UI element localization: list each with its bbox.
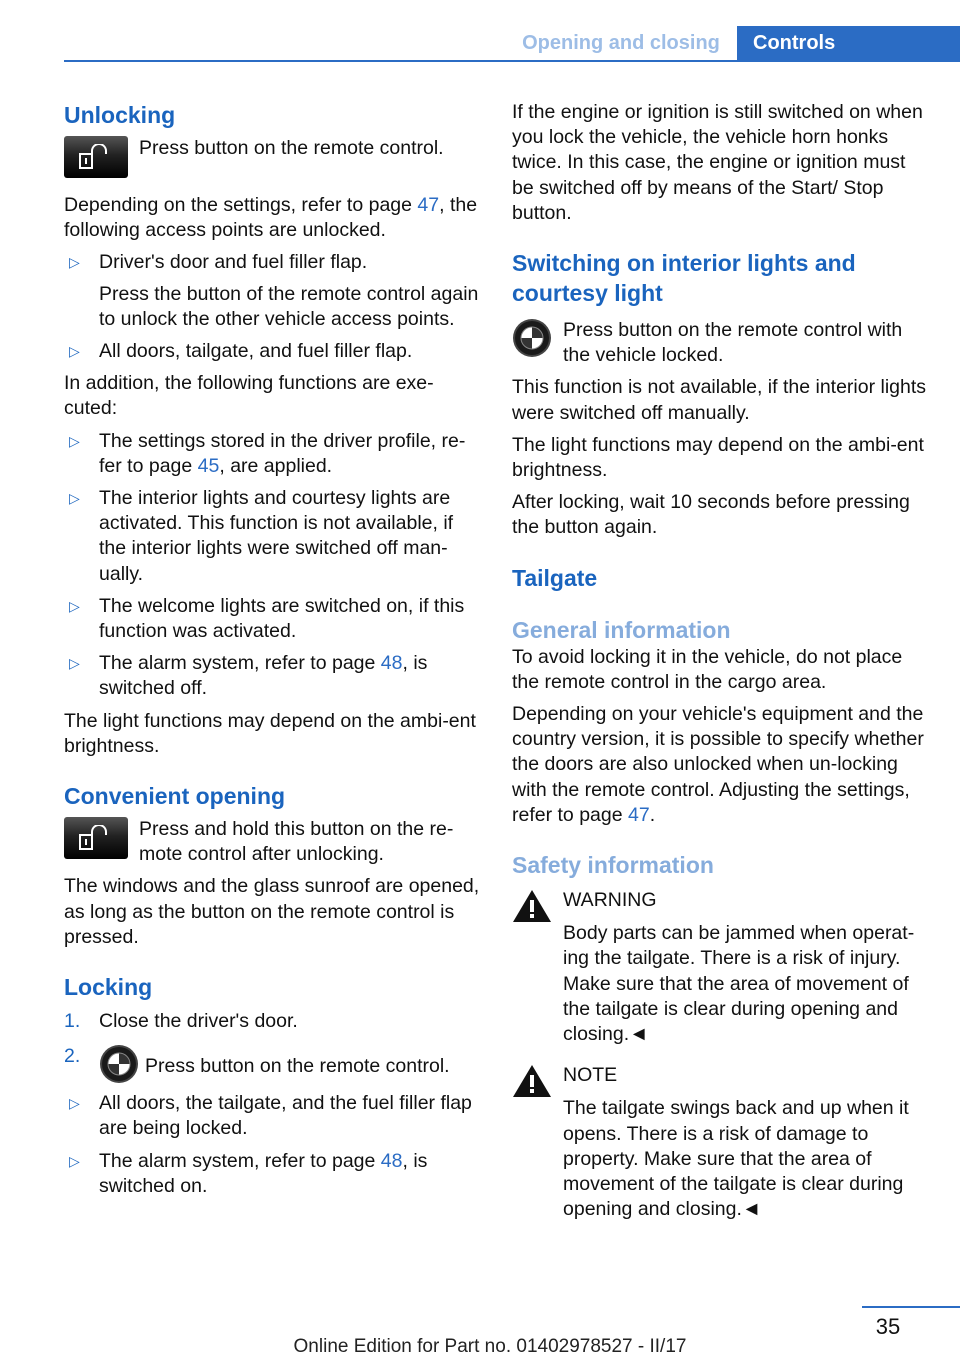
unlock-button-text: Press button on the remote control.: [139, 137, 444, 159]
triangle-bullet-icon: ▷: [69, 432, 80, 449]
heading-convenient-opening: Convenient opening: [64, 783, 286, 810]
heading-unlocking: Unlocking: [64, 102, 176, 128]
unlock-access-list: [64, 250, 480, 364]
general-info-1: To avoid locking it in the vehicle, do not place the remote control in the cargo area.: [512, 645, 903, 693]
page-link-45[interactable]: 45: [197, 454, 220, 477]
convenient-button-row: [64, 817, 480, 867]
unlock-intro: Depending on the settings, refer to page 47, the following access points are unlocked.: [64, 194, 478, 242]
triangle-bullet-icon: ▷: [69, 343, 80, 360]
bmw-logo-key-icon: [99, 1044, 139, 1084]
unlock-key-icon: [64, 817, 128, 859]
warning-label: WARNING: [563, 889, 657, 912]
interior-button-row: [512, 318, 930, 368]
warning-triangle-icon: [512, 888, 552, 924]
list-item: ▷ The welcome lights are switched on, if this function was activated.: [69, 594, 465, 643]
heading-tailgate: Tailgate: [512, 564, 598, 591]
page-link-48[interactable]: 48: [380, 652, 403, 675]
note-text: The tailgate swings back and up when it opens. There is a risk of damage to property. Make sure that the area of movement of the tailgate is clear during opening and closing.◄: [563, 1097, 909, 1221]
triangle-bullet-icon: ▷: [69, 655, 80, 672]
interior-note-1: This function is not available, if the interior lights were switched off manually.: [512, 376, 927, 424]
locking-steps: [64, 1009, 480, 1084]
note-label: NOTE: [563, 1064, 618, 1087]
interior-note-2: The light functions may depend on the ambi-ent brightness.: [512, 433, 924, 482]
triangle-bullet-icon: ▷: [69, 1152, 80, 1169]
list-item: ▷ All doors, the tailgate, and the fuel filler flap are being locked.: [69, 1092, 472, 1140]
additional-functions-intro: In addition, the following functions are exe-cuted:: [64, 372, 434, 420]
unlock-button-row: [64, 136, 480, 186]
convenient-body: The windows and the glass sunroof are opened, as long as the button on the remote control is pressed.: [64, 875, 480, 948]
warning-block: [512, 888, 930, 1047]
triangle-bullet-icon: ▷: [69, 1095, 80, 1112]
light-functions-note: The light functions may depend on the ambi-ent brightness.: [64, 709, 476, 757]
page-link-47[interactable]: 47: [628, 803, 650, 826]
triangle-bullet-icon: ▷: [69, 597, 80, 614]
left-column: [64, 100, 480, 1199]
list-item: ▷ All doors, tailgate, and fuel filler flap.: [64, 339, 480, 364]
page-number: 35: [875, 1314, 901, 1339]
unlock-key-icon: [64, 136, 128, 178]
header-section-title: Opening and closing: [522, 32, 720, 54]
page-link-48[interactable]: 48: [380, 1149, 403, 1172]
list-item: 1. Close the driver's door.: [64, 1010, 298, 1033]
engine-horn-note: If the engine or ignition is still switched on when you lock the vehicle, the vehicle horn honks twice. In this case, the engine or ignition must be switched off by means of the Start/ Stop button.: [512, 101, 923, 224]
triangle-bullet-icon: ▷: [69, 254, 80, 271]
footer-rule: [862, 1306, 960, 1308]
locking-results: [64, 1091, 480, 1199]
general-info-2: Depending on your vehicle's equipment and the country version, it is possible to specify whether the doors are also unlocked when un-locking with the remote control. Adjusting the settings, refer to page 47.: [512, 703, 924, 826]
header-chapter-tab: Controls: [737, 26, 960, 62]
heading-locking: Locking: [64, 974, 153, 1001]
warning-text: Body parts can be jammed when operat-ing the tailgate. There is a risk of injury. Make sure that the area of movement of the tailgate is clear during opening and closing.◄: [563, 922, 915, 1046]
interior-button-text: Press button on the remote control with the vehicle locked.: [563, 319, 903, 367]
warning-triangle-icon: [512, 1063, 552, 1099]
interior-note-3: After locking, wait 10 seconds before pressing the button again.: [512, 491, 910, 539]
edition-line: Online Edition for Part no. 01402978527 - II/17: [293, 1336, 687, 1357]
bmw-logo-key-icon: [512, 318, 552, 358]
list-item: ▷ Driver's door and fuel filler flap. Press the button of the remote control again to unlock the other vehicle access points.: [69, 251, 479, 330]
list-item: ▷ The alarm system, refer to page 48, is switched off.: [69, 652, 428, 700]
list-item: ▷ The interior lights and courtesy lights are activated. This function is not available, if the interior lights were switched off man-ually.: [69, 487, 454, 585]
heading-general-information: General information: [512, 616, 731, 643]
right-column: [512, 100, 930, 1223]
convenient-button-text: Press and hold this button on the re-mote control after unlocking.: [139, 818, 454, 866]
list-item: 2. Press button on the remote control.: [64, 1044, 480, 1084]
heading-interior-lights: Switching on interior lights and courtesy light: [512, 250, 856, 307]
triangle-bullet-icon: ▷: [69, 490, 80, 507]
page-link-47[interactable]: 47: [417, 194, 440, 216]
heading-safety-information: Safety information: [512, 852, 714, 879]
list-item: ▷ The settings stored in the driver profile, re-fer to page 45, are applied.: [69, 429, 466, 477]
note-block: [512, 1063, 930, 1222]
list-item: ▷ The alarm system, refer to page 48, is switched on.: [69, 1149, 428, 1197]
header-rule: [64, 60, 960, 62]
unlock-functions-list: [64, 429, 480, 702]
